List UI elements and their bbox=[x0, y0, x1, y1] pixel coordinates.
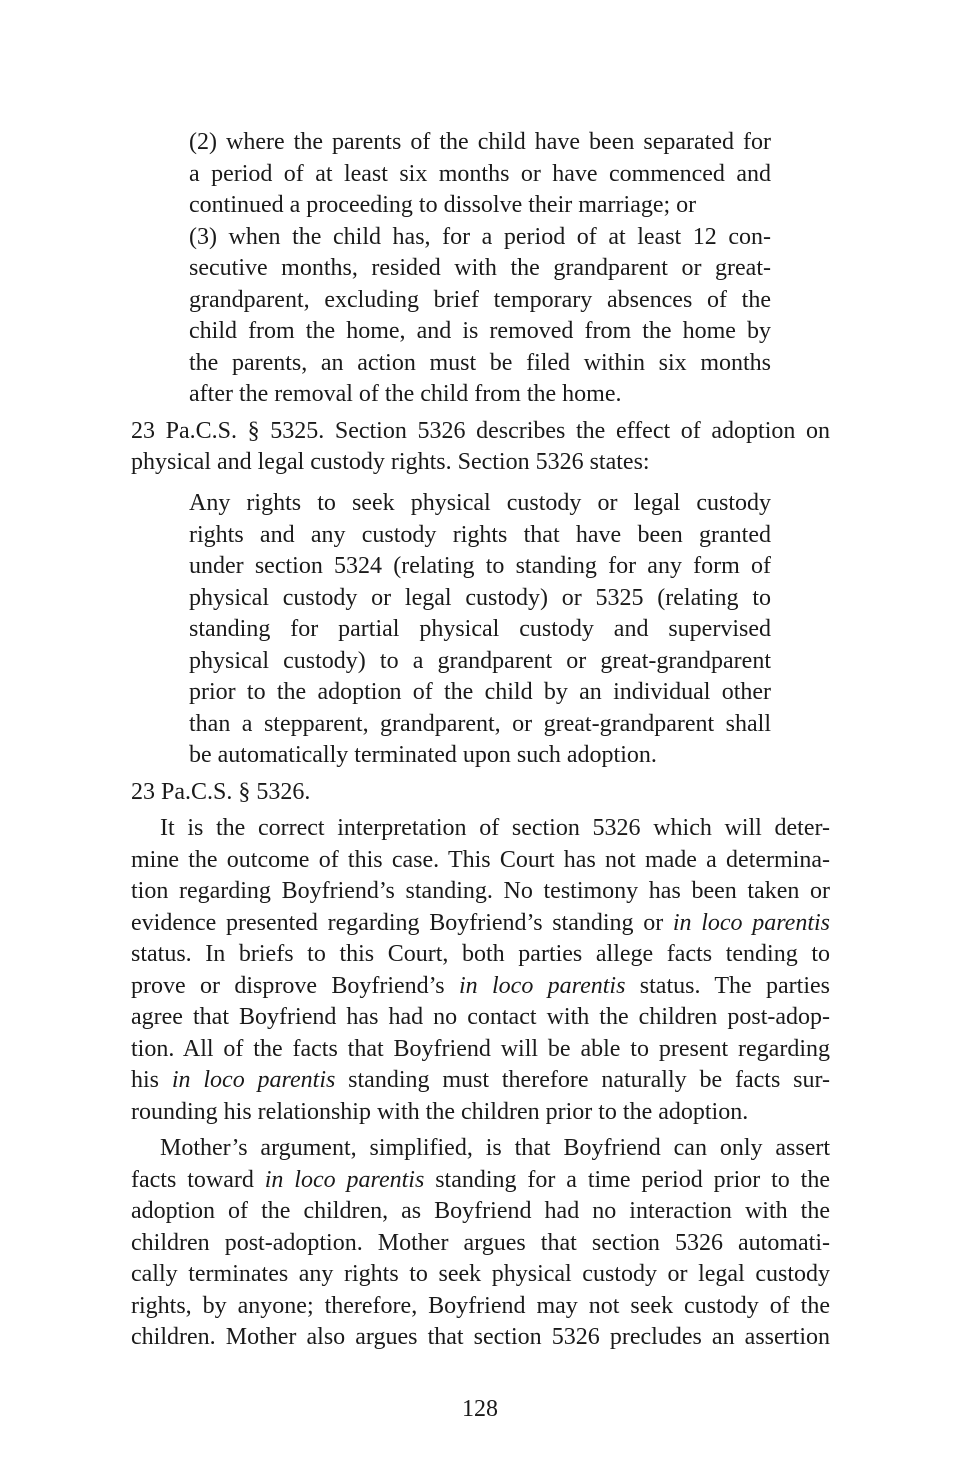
body-line: rights, by anyone; therefore, Boyfriend may not seek custody of the bbox=[131, 1293, 830, 1319]
page-number: 128 bbox=[462, 1396, 498, 1422]
body-line bbox=[131, 1165, 830, 1196]
quote-line: be automatically terminated upon such adoption. bbox=[189, 742, 657, 768]
body-line: 23 Pa.C.S. § 5325. Section 5326 describes the effect of adoption on bbox=[131, 418, 830, 444]
body-line: rounding his relationship with the children prior to the adoption. bbox=[131, 1099, 749, 1125]
body-line: adoption of the children, as Boyfriend had no interaction with the bbox=[131, 1198, 830, 1224]
text-span: standing must therefore naturally be facts sur- bbox=[335, 1067, 830, 1093]
body-line: cally terminates any rights to seek physical custody or legal custody bbox=[131, 1261, 830, 1287]
quote-line: the parents, an action must be filed within six months bbox=[189, 350, 771, 376]
body-line bbox=[131, 1065, 830, 1096]
body-line: tion. All of the facts that Boyfriend will be able to present regarding bbox=[131, 1036, 830, 1062]
body-line: children post-adoption. Mother argues that section 5326 automati- bbox=[131, 1230, 830, 1256]
body-line: Mother’s argument, simplified, is that Boyfriend can only assert bbox=[160, 1135, 830, 1161]
italic-term: in loco parentis bbox=[264, 1167, 425, 1193]
quote-line: standing for partial physical custody and supervised bbox=[189, 616, 771, 642]
text-span: facts toward bbox=[131, 1167, 265, 1193]
body-line bbox=[131, 971, 830, 1002]
body-line: mine the outcome of this case. This Court has not made a determina- bbox=[131, 847, 830, 873]
quote-line: grandparent, excluding brief temporary absences of the bbox=[189, 287, 771, 313]
quote-line: rights and any custody rights that have been granted bbox=[189, 522, 771, 548]
body-line: tion regarding Boyfriend’s standing. No testimony has been taken or bbox=[131, 878, 830, 904]
citation-5326: 23 Pa.C.S. § 5326. bbox=[131, 779, 311, 805]
quote-line: under section 5324 (relating to standing for any form of bbox=[189, 553, 771, 579]
text-span: standing for a time period prior to the bbox=[424, 1167, 831, 1193]
body-line: physical and legal custody rights. Section 5326 states: bbox=[131, 449, 650, 475]
quote-line: (2) where the parents of the child have been separated for bbox=[189, 129, 771, 155]
quote-line: after the removal of the child from the home. bbox=[189, 381, 622, 407]
text-span: prove or disprove Boyfriend’s bbox=[131, 973, 459, 999]
quote-line: continued a proceeding to dissolve their marriage; or bbox=[189, 192, 697, 218]
body-line: children. Mother also argues that section 5326 precludes an assertion bbox=[131, 1324, 830, 1350]
quote-line: a period of at least six months or have commenced and bbox=[189, 161, 771, 187]
text-span: his bbox=[131, 1067, 172, 1093]
quote-line: prior to the adoption of the child by an individual other bbox=[189, 679, 771, 705]
body-line: It is the correct interpretation of section 5326 which will deter- bbox=[160, 815, 830, 841]
italic-term: in loco parentis bbox=[672, 910, 830, 936]
italic-term: in loco parentis bbox=[171, 1067, 336, 1093]
quote-line: (3) when the child has, for a period of at least 12 con- bbox=[189, 224, 771, 250]
quote-line: child from the home, and is removed from the home by bbox=[189, 318, 771, 344]
body-line: status. In briefs to this Court, both parties allege facts tending to bbox=[131, 941, 830, 967]
quote-line: secutive months, resided with the grandparent or great- bbox=[189, 255, 771, 281]
quote-line: physical custody or legal custody) or 5325 (relating to bbox=[189, 585, 771, 611]
text-span: evidence presented regarding Boyfriend’s standing or bbox=[131, 910, 673, 936]
italic-term: in loco parentis bbox=[458, 973, 626, 999]
quote-line: Any rights to seek physical custody or legal custody bbox=[189, 490, 771, 516]
quote-line: physical custody) to a grandparent or great-grandparent bbox=[189, 648, 771, 674]
quote-line: than a stepparent, grandparent, or great-grandparent shall bbox=[189, 711, 771, 737]
text-span: status. The parties bbox=[625, 973, 830, 999]
body-line bbox=[131, 908, 830, 939]
body-line: agree that Boyfriend has had no contact with the children post-adop- bbox=[131, 1004, 830, 1030]
